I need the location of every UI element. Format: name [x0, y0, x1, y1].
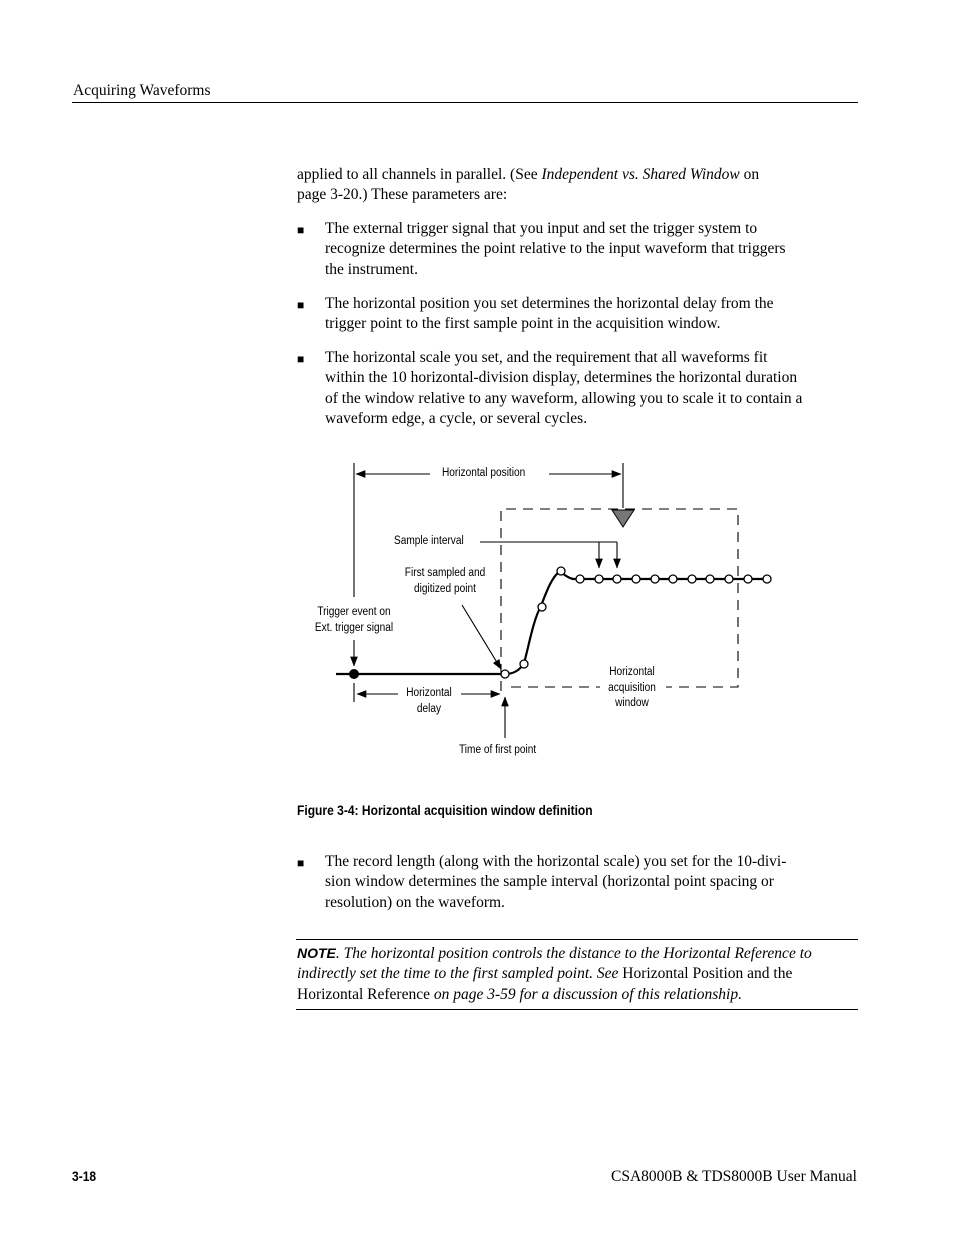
label-line: window [615, 697, 649, 709]
bullet-marker: ■ [297, 352, 305, 366]
sample-point [613, 575, 621, 583]
trigger-event-point [349, 669, 359, 679]
sample-point [501, 670, 509, 678]
label-sample-interval: Sample interval [394, 535, 464, 547]
label-line: Ext. trigger signal [314, 621, 394, 634]
label-trigger-event [301, 605, 407, 636]
manual-title: CSA8000B & TDS8000B User Manual [610, 1168, 857, 1185]
note-top-rule [296, 939, 858, 940]
label-first-sampled-point [392, 566, 498, 597]
note-bottom-rule [296, 1009, 858, 1010]
bullet-line: of the window relative to any waveform, allowing you to scale it to contain a [325, 389, 803, 407]
sample-point [706, 575, 714, 583]
bullet-marker: ■ [297, 223, 305, 237]
bullet-line: The horizontal scale you set, and the requirement that all waveforms fit [325, 349, 768, 366]
bullet-line: The record length (along with the horizontal scale) you set for the 10-divi- [325, 853, 787, 870]
note-block [297, 943, 857, 1005]
bullet-line: The horizontal position you set determines the horizontal delay from the [325, 295, 774, 312]
note-text: . The horizontal position controls the distance to the Horizontal Reference to indirectly set the time to the first sampled point. See [297, 945, 812, 983]
label-line: Horizontal [406, 687, 452, 699]
first-sample-leader [462, 605, 501, 669]
note-text-and: and the [743, 965, 793, 983]
bullet-line: sion window determines the sample interval (horizontal point spacing or [325, 873, 774, 891]
label-line: Horizontal [609, 666, 655, 678]
sample-point [520, 660, 528, 668]
bullet-line: within the 10 horizontal-division display, determines the horizontal duration [325, 369, 798, 387]
label-line: First sampled and [404, 567, 486, 579]
label-horizontal-delay [394, 686, 464, 717]
intro-text-tail: on [739, 166, 760, 183]
acquisition-window-box [501, 509, 738, 691]
label-horizontal-position: Horizontal position [442, 467, 526, 479]
bullet-line: The external trigger signal that you input and set the trigger system to [325, 220, 758, 237]
bullet-line: the instrument. [325, 260, 418, 278]
sample-point [651, 575, 659, 583]
note-text-tail: on page 3-59 for a discussion of this relationship. [429, 985, 742, 1003]
sample-point [557, 567, 565, 575]
label-time-first-point: Time of first point [459, 744, 537, 756]
bullet-item-4 [325, 852, 865, 913]
note-link-horizontal-reference[interactable]: Horizontal Reference [297, 985, 430, 1003]
label-line: digitized point [414, 582, 476, 595]
sample-point [632, 575, 640, 583]
sample-point [725, 575, 733, 583]
sample-point [595, 575, 603, 583]
bullet-marker: ■ [297, 298, 305, 312]
sample-point [576, 575, 584, 583]
note-link-horizontal-position[interactable]: Horizontal Position [622, 965, 744, 983]
label-line: Trigger event on [317, 606, 391, 618]
sample-point [669, 575, 677, 583]
running-header: Acquiring Waveforms [73, 82, 211, 99]
sample-point [744, 575, 752, 583]
page-number: 3-18 [72, 1168, 97, 1184]
intro-line-2: page 3-20.) These parameters are: [297, 186, 508, 204]
bullet-line: recognize determines the point relative to the input waveform that triggers [325, 240, 786, 258]
sample-point [763, 575, 771, 583]
horizontal-reference-icon [612, 510, 634, 527]
label-line: acquisition [608, 681, 656, 694]
bullet-marker: ■ [297, 856, 305, 870]
note-label: NOTE [297, 945, 336, 961]
bullet-line: trigger point to the first sample point in the acquisition window. [325, 315, 721, 333]
label-line: delay [416, 702, 442, 715]
cross-reference-link[interactable]: Independent vs. Shared Window [541, 166, 740, 183]
intro-text: applied to all channels in parallel. (See [297, 166, 542, 183]
sample-point [688, 575, 696, 583]
figure-caption: Figure 3-4: Horizontal acquisition window definition [297, 802, 593, 818]
sample-point [538, 603, 546, 611]
bullet-line: waveform edge, a cycle, or several cycles. [325, 409, 588, 427]
bullet-line: resolution) on the waveform. [325, 893, 505, 911]
label-acquisition-window [597, 665, 667, 712]
